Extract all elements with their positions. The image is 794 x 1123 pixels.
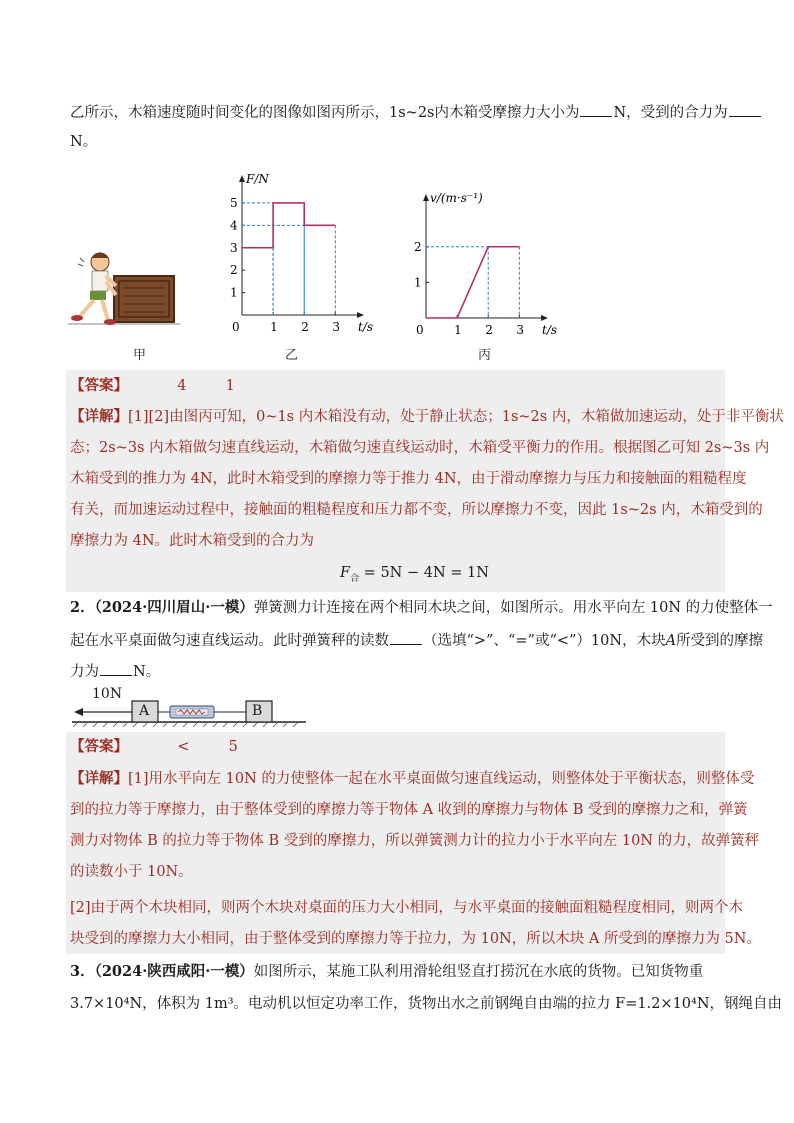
figure-yi-caption: 乙 (285, 348, 299, 363)
x-axis-label: t/s (358, 320, 374, 334)
q1-formula: $F_合 = 5N - 4N = 1N$ (340, 565, 489, 584)
x-tick-label: 1 (454, 323, 462, 337)
q1-detail-line: 态；2s~3s 内木箱做匀速直线运动，木箱做匀速直线运动时，木箱受平衡力的作用。根据图乙可知 2s~3s 内 (70, 440, 770, 456)
q1-detail-line: 有关，而加速运动过程中，接触面的粗糙程度和压力都不变，所以摩擦力不变，因此 1s~2s 内，木箱受到的 (70, 502, 763, 518)
q3-text-line-2: 3.7×10⁴N，体积为 1m³。电动机以恒定功率工作，货物出水之前钢绳自由端的拉力 F=1.2×10⁴N，钢绳自由 (70, 996, 783, 1012)
answer-value: 4 (177, 378, 187, 394)
y-axis-label: F/N (246, 172, 269, 186)
q1-text-line-2: N。 (70, 134, 98, 150)
answer-value: 5 (228, 739, 238, 755)
q2-detail-line: 【详解】[1]用水平向左 10N 的力使整体一起在水平桌面做匀速直线运动，则整体处于平衡状态，则整体受 (70, 770, 755, 787)
x-tick-label: 3 (332, 320, 340, 334)
x-axis-arrow (357, 312, 364, 318)
q2-detail-line: 块受到的摩擦力大小相同，由于整体受到的摩擦力等于拉力，为 10N，所以木块 A 所受到的摩擦力为 5N。 (70, 931, 761, 947)
y-tick-label: 3 (230, 240, 238, 255)
figure-jia (68, 240, 180, 330)
origin-label: 0 (232, 320, 240, 334)
y-tick-label: 2 (414, 239, 422, 254)
q1-detail-line: 摩擦力为 4N。此时木箱受到的合力为 (70, 533, 315, 549)
y-axis-arrow (423, 194, 429, 201)
q2-text-line-1: 2．（2024·四川眉山·一模）弹簧测力计连接在两个相同木块之间，如图所示。用水平向左 10N 的力使整体一 (70, 599, 773, 616)
q2-text-line-2: 起在水平桌面做匀速直线运动。此时弹簧秤的读数 （选填“>”、“=”或“<”）10N，木块A所受到的摩擦 (70, 630, 722, 651)
y-axis-arrow (239, 175, 245, 182)
answer-blank (729, 102, 761, 117)
chart-yi (222, 170, 374, 340)
figure-bing-caption: 丙 (478, 348, 492, 363)
x-tick-label: 1 (270, 320, 278, 334)
y-tick-label: 2 (230, 263, 238, 278)
y-tick-label: 1 (414, 275, 422, 290)
x-axis-label: t/s (542, 323, 558, 337)
q2-detail-line: 到的拉力等于摩擦力，由于整体受到的摩擦力等于物体 A 收到的摩擦力与物体 B 受到的摩擦力之和，弹簧 (70, 802, 748, 818)
x-tick-label: 2 (301, 320, 309, 334)
answer-blank (390, 630, 422, 645)
answer-blank (580, 102, 612, 117)
q2-detail-line: 测力对物体 B 的拉力等于物体 B 受到的摩擦力，所以弹簧测力计的拉力小于水平向左 10N 的力，故弹簧秤 (70, 833, 760, 849)
origin-label: 0 (416, 323, 424, 337)
y-tick-label: 4 (230, 218, 238, 233)
x-axis-arrow (541, 315, 548, 321)
q2-detail-line: 的读数小于 10N。 (70, 864, 193, 880)
y-axis-label: v/(m·s⁻¹) (430, 191, 483, 205)
answer-value: 1 (225, 378, 235, 394)
block-a-label: A (139, 703, 150, 719)
block-b-label: B (252, 703, 263, 719)
q1-text-line-1: 乙所示，木箱速度随时间变化的图像如图丙所示，1s~2s内木箱受摩擦力大小为 N，受到的合力为 (70, 102, 722, 123)
q3-text-line-1: 3．（2024·陕西咸阳·一模）如图所示，某施工队利用滑轮组竖直打捞沉在水底的货物。已知货物重 (70, 963, 704, 980)
q1-detail-line: 【详解】[1][2]由图丙可知，0~1s 内木箱没有动，处于静止状态；1s~2s 内，木箱做加速运动，处于非平衡状 (70, 408, 784, 425)
q2-answer-row: 【答案】 < 5 (70, 738, 238, 755)
chart-bing (400, 191, 560, 340)
x-tick-label: 3 (516, 323, 524, 337)
y-tick-label: 1 (230, 285, 238, 300)
answer-value: < (177, 739, 190, 755)
q1-answer-row: 【答案】 4 1 (70, 377, 235, 394)
q2-detail-line: [2]由于两个木块相同，则两个木块对桌面的压力大小相同，与水平桌面的接触面粗糙程度相同，则两个木 (70, 900, 744, 916)
answer-blank (100, 661, 132, 676)
x-tick-label: 2 (485, 323, 493, 337)
q1-detail-line: 木箱受到的推力为 4N，此时木箱受到的摩擦力等于推力 4N，由于滑动摩擦力与压力和接触面的粗糙程度 (70, 471, 747, 487)
force-label: 10N (92, 686, 123, 702)
data-series-line (426, 247, 519, 318)
figure-jia-caption: 甲 (133, 348, 147, 363)
q2-text-line-3: 力为 N。 (70, 661, 722, 682)
y-tick-label: 5 (230, 195, 238, 210)
